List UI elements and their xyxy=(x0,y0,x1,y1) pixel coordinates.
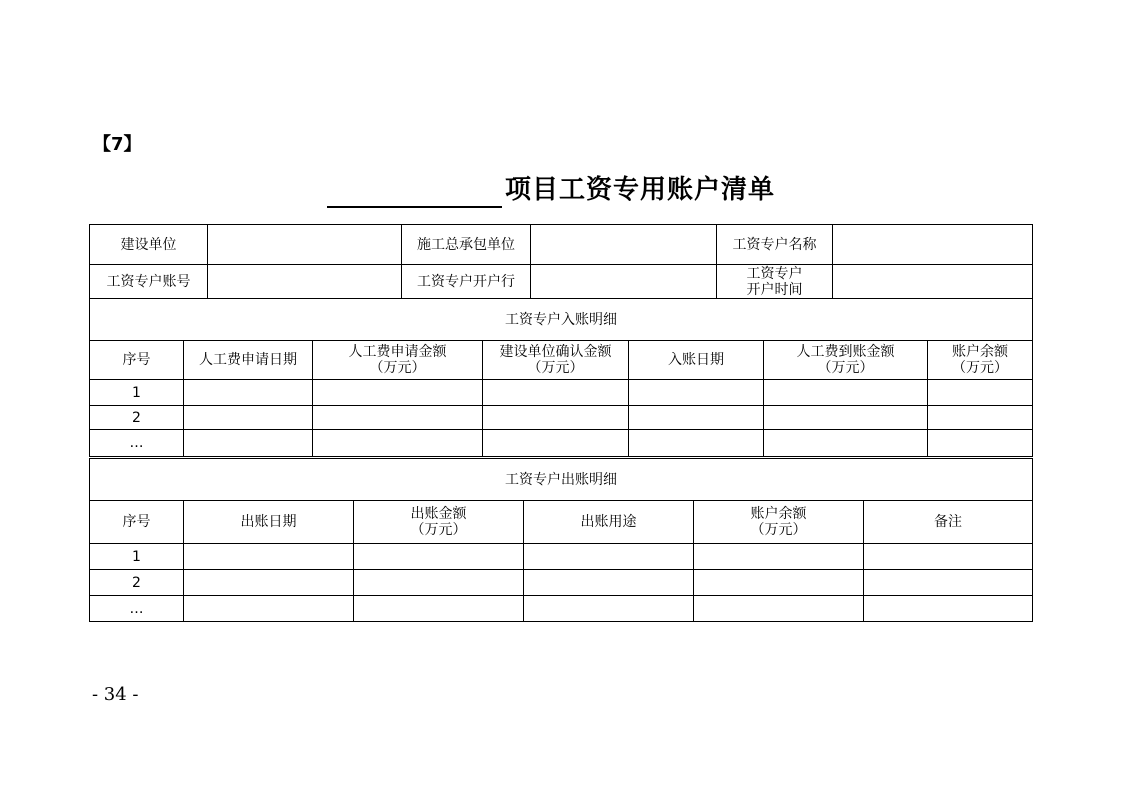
header-unit: （万元） xyxy=(817,360,874,376)
page-title: 项目工资专用账户清单 xyxy=(505,175,776,205)
row-seq: … xyxy=(90,430,184,457)
header-unit: （万元） xyxy=(410,522,467,538)
table-cell xyxy=(764,380,928,406)
label-open-time-line1: 工资专户 xyxy=(746,265,803,282)
table-cell xyxy=(864,570,1033,596)
header-out-amount-label: 出账金额 xyxy=(410,506,467,522)
page-number: - 34 - xyxy=(92,684,139,705)
table-cell xyxy=(184,380,313,406)
header-balance xyxy=(928,341,1033,380)
table-cell xyxy=(483,380,629,406)
table-cell xyxy=(694,596,864,622)
table-cell xyxy=(629,430,764,457)
header-apply-amount-label: 人工费申请金额 xyxy=(348,344,447,360)
table-row xyxy=(90,596,1033,622)
header-purpose: 出账用途 xyxy=(524,501,694,544)
value-account-number xyxy=(208,265,402,299)
header-balance-label: 账户余额 xyxy=(952,344,1008,360)
label-construction-unit: 建设单位 xyxy=(90,225,208,265)
table-cell xyxy=(928,430,1033,457)
project-name-blank xyxy=(327,176,502,208)
header-unit: （万元） xyxy=(527,360,584,376)
table-cell xyxy=(764,430,928,457)
info-row-2 xyxy=(90,265,1033,299)
table-cell xyxy=(483,406,629,430)
document-tag: 【7】 xyxy=(93,134,142,155)
header-confirm-amount xyxy=(483,341,629,380)
row-seq: … xyxy=(90,596,184,622)
header-arrive-amount-label: 人工费到账金额 xyxy=(796,344,895,360)
header-unit: （万元） xyxy=(952,360,1008,376)
table-cell xyxy=(524,544,694,570)
info-row-1 xyxy=(90,225,1033,265)
table-cell xyxy=(354,596,524,622)
table-cell xyxy=(313,406,483,430)
table-row xyxy=(90,406,1033,430)
header-seq: 序号 xyxy=(90,341,184,380)
table-cell xyxy=(184,430,313,457)
table-row xyxy=(90,570,1033,596)
incoming-section-title: 工资专户入账明细 xyxy=(90,299,1033,341)
value-general-contractor xyxy=(531,225,717,265)
table-cell xyxy=(354,570,524,596)
title-block xyxy=(327,168,775,208)
label-account-name: 工资专户名称 xyxy=(717,225,833,265)
table-cell xyxy=(313,380,483,406)
label-open-time xyxy=(717,265,833,299)
table-cell xyxy=(694,544,864,570)
table-cell xyxy=(184,570,354,596)
row-seq: 2 xyxy=(90,406,184,430)
row-seq: 2 xyxy=(90,570,184,596)
value-account-bank xyxy=(531,265,717,299)
table-cell xyxy=(184,596,354,622)
header-in-date: 入账日期 xyxy=(629,341,764,380)
header-balance-label: 账户余额 xyxy=(750,506,807,522)
header-arrive-amount xyxy=(764,341,928,380)
header-note: 备注 xyxy=(864,501,1033,544)
row-seq: 1 xyxy=(90,544,184,570)
table-cell xyxy=(629,406,764,430)
table-cell xyxy=(524,570,694,596)
table-cell xyxy=(184,544,354,570)
header-out-date: 出账日期 xyxy=(184,501,354,544)
label-open-time-line2: 开户时间 xyxy=(746,281,803,298)
table-cell xyxy=(928,380,1033,406)
header-balance xyxy=(694,501,864,544)
row-seq: 1 xyxy=(90,380,184,406)
header-apply-date: 人工费申请日期 xyxy=(184,341,313,380)
header-seq: 序号 xyxy=(90,501,184,544)
outgoing-title-row xyxy=(90,459,1033,501)
table-cell xyxy=(864,596,1033,622)
value-account-name xyxy=(833,225,1033,265)
label-account-bank: 工资专户开户行 xyxy=(402,265,531,299)
outgoing-section-title: 工资专户出账明细 xyxy=(90,459,1033,501)
value-construction-unit xyxy=(208,225,402,265)
label-account-number: 工资专户账号 xyxy=(90,265,208,299)
table-cell xyxy=(313,430,483,457)
table-row xyxy=(90,430,1033,457)
table-cell xyxy=(764,406,928,430)
header-unit: （万元） xyxy=(369,360,426,376)
table-cell xyxy=(629,380,764,406)
outgoing-table xyxy=(89,458,1033,622)
table-row xyxy=(90,544,1033,570)
incoming-title-row xyxy=(90,299,1033,341)
table-cell xyxy=(928,406,1033,430)
table-cell xyxy=(184,406,313,430)
table-cell xyxy=(354,544,524,570)
table-cell xyxy=(694,570,864,596)
header-apply-amount xyxy=(313,341,483,380)
table-cell xyxy=(483,430,629,457)
label-general-contractor: 施工总承包单位 xyxy=(402,225,531,265)
header-confirm-amount-label: 建设单位确认金额 xyxy=(499,344,612,360)
incoming-table xyxy=(89,298,1033,457)
incoming-header-row xyxy=(90,341,1033,380)
table-row xyxy=(90,380,1033,406)
table-cell xyxy=(864,544,1033,570)
header-out-amount xyxy=(354,501,524,544)
account-info-table xyxy=(89,224,1033,299)
header-unit: （万元） xyxy=(750,522,807,538)
value-open-time xyxy=(833,265,1033,299)
outgoing-header-row xyxy=(90,501,1033,544)
table-cell xyxy=(524,596,694,622)
